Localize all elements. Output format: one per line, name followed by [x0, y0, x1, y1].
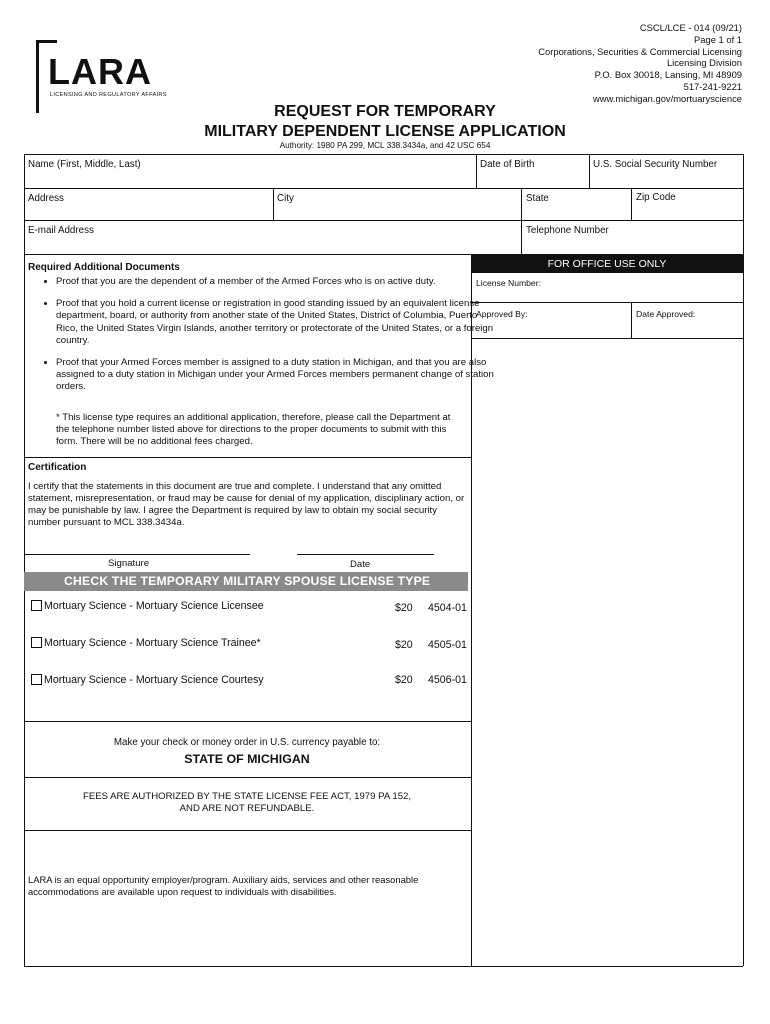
list-item: • Proof that you are the dependent of a member of the Armed Forces who is on active duty. [56, 276, 496, 288]
option-trainee[interactable] [31, 637, 261, 649]
zip-field[interactable]: Zip Code [636, 192, 676, 203]
grid-line [24, 154, 743, 155]
page-number: Page 1 of 1 [694, 33, 742, 45]
grid-line [471, 302, 743, 303]
division-name: Licensing Division [666, 57, 742, 69]
logo-subtitle: LICENSING AND REGULATORY AFFAIRS [50, 92, 167, 98]
authority-text: Authority: 1980 PA 299, MCL 338.3434a, and 42 USC 654 [279, 141, 491, 150]
phone-number: 517-241-9221 [683, 80, 742, 92]
option-label: Mortuary Science - Mortuary Science Licensee [44, 600, 264, 612]
grid-line [24, 457, 471, 458]
grid-line [589, 154, 590, 188]
grid-line [24, 721, 471, 722]
option-label: Mortuary Science - Mortuary Science Courtesy [44, 674, 264, 686]
name-field[interactable]: Name (First, Middle, Last) [28, 159, 141, 170]
approved-by-field[interactable]: Approved By: [476, 309, 528, 319]
grid-line [24, 777, 471, 778]
license-type-heading: CHECK THE TEMPORARY MILITARY SPOUSE LICENSE TYPE [24, 572, 468, 591]
page-title-line1: REQUEST FOR TEMPORARY [274, 103, 496, 120]
payment-instruction: Make your check or money order in U.S. currency payable to: [113, 737, 381, 748]
page-title-line2: MILITARY DEPENDENT LICENSE APPLICATION [204, 123, 566, 140]
trainee-note: * This license type requires an additional application, therefore, please call the Department at the telephone number listed above for directions to the proper documents to submit with this form. There will be no additional fees charged. [56, 412, 451, 448]
telephone-field[interactable]: Telephone Number [526, 225, 609, 236]
checkbox[interactable] [31, 600, 42, 611]
grid-line [631, 302, 632, 338]
grid-line [471, 338, 743, 339]
certification-text: I certify that the statements in this document are true and complete. I understand that any omitted statement, misrepresentation, or fraud may be cause for denial of my application, disciplinary action, or may be punishable by law. I agree the Department is required by law to obtain my social security number pursuant to MCL 338.3434a. [28, 481, 465, 528]
grid-line [743, 154, 744, 966]
ssn-field[interactable]: U.S. Social Security Number [593, 159, 718, 170]
option-code: 4504-01 [428, 602, 467, 614]
address-field[interactable]: Address [28, 193, 64, 204]
option-code: 4505-01 [428, 639, 467, 651]
header-info [538, 22, 742, 105]
mailing-address: P.O. Box 30018, Lansing, MI 48909 [594, 69, 742, 81]
date-label: Date [350, 559, 371, 570]
checkbox[interactable] [31, 674, 42, 685]
signature-line[interactable] [24, 554, 250, 555]
list-item: • Proof that you hold a current license or registration in good standing issued by an equivalent license department, board, or authority from another state of the United States, District of Columbia, Puerto Rico, the United States Virgin Islands, another territory or protectorate of the United States, or a foreign country. [56, 298, 496, 347]
payee-name: STATE OF MICHIGAN [184, 752, 310, 766]
grid-line [24, 220, 743, 221]
website: www.michigan.gov/mortuaryscience [592, 92, 742, 104]
option-licensee[interactable] [31, 600, 264, 612]
equal-opportunity-statement: LARA is an equal opportunity employer/program. Auxiliary aids, services and other reasonable accommodations are available upon request to individuals with disabilities. [28, 874, 419, 897]
option-fee: $20 [395, 639, 413, 651]
grid-line [631, 188, 632, 220]
email-field[interactable]: E-mail Address [28, 225, 94, 236]
option-fee: $20 [395, 674, 413, 686]
fees-authorized-line1: FEES ARE AUTHORIZED BY THE STATE LICENSE FEE ACT, 1979 PA 152, [82, 791, 412, 802]
option-courtesy[interactable] [31, 674, 264, 686]
required-docs-heading: Required Additional Documents [28, 262, 180, 273]
grid-line [476, 154, 477, 188]
list-item: • Proof that your Armed Forces member is assigned to a duty station in Michigan, and that you are also assigned to a duty station in Michigan under your Armed Forces members permanent change of station orders. [56, 357, 496, 394]
grid-line [273, 188, 274, 220]
form-id: CSCL/LCE - 014 (09/21) [639, 22, 742, 33]
agency-name: Corporations, Securities & Commercial Licensing [538, 45, 742, 57]
grid-line [521, 188, 522, 254]
checkbox[interactable] [31, 637, 42, 648]
grid-line [24, 188, 743, 189]
city-field[interactable]: City [277, 193, 294, 204]
certification-heading: Certification [28, 462, 87, 473]
date-line[interactable] [297, 554, 434, 555]
office-use-header: FOR OFFICE USE ONLY [471, 255, 743, 273]
dob-field[interactable]: Date of Birth [480, 159, 535, 170]
logo-word: LARA [48, 51, 152, 92]
grid-line [24, 830, 471, 831]
option-code: 4506-01 [428, 674, 467, 686]
grid-line [24, 154, 25, 966]
required-docs-list [28, 276, 496, 404]
grid-line [24, 966, 743, 967]
date-approved-field[interactable]: Date Approved: [636, 309, 696, 319]
license-number-field[interactable]: License Number: [476, 278, 541, 288]
state-field[interactable]: State [526, 193, 549, 204]
fees-authorized-line2: AND ARE NOT REFUNDABLE. [179, 803, 315, 814]
signature-label: Signature [108, 558, 150, 569]
option-fee: $20 [395, 602, 413, 614]
option-label: Mortuary Science - Mortuary Science Trainee* [44, 637, 261, 649]
